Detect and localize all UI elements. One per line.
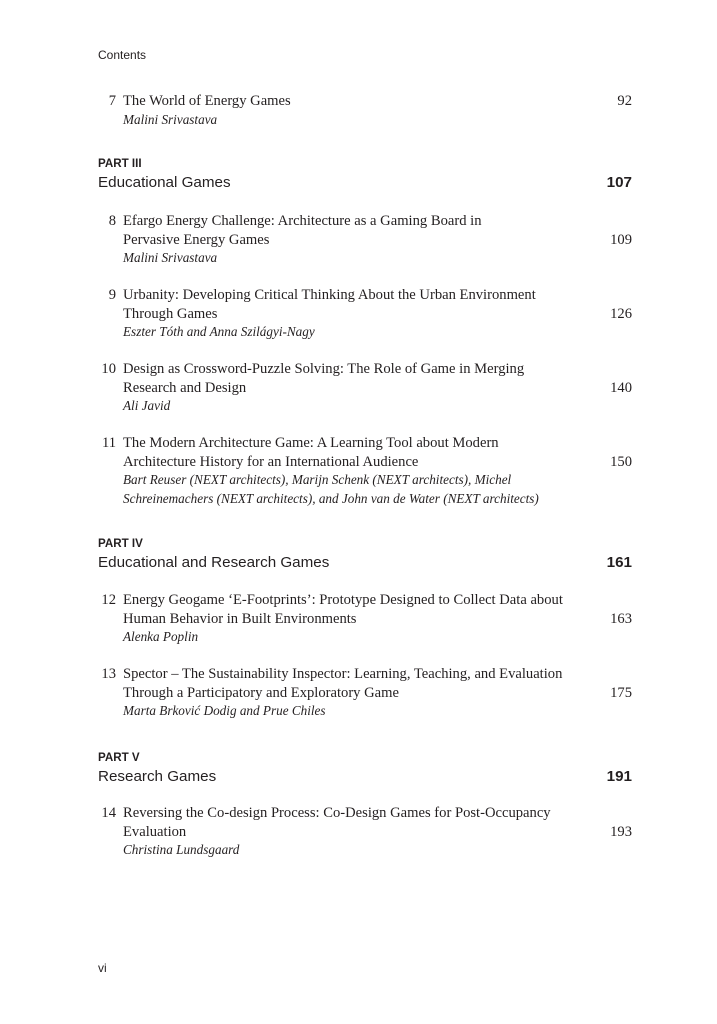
chapter-page: 163 [610,610,632,627]
chapter-title-line: Pervasive Energy Games [123,231,270,248]
chapter-title-line: Through Games [123,305,218,322]
chapter-authors: Eszter Tóth and Anna Szilágyi-Nagy [123,324,315,339]
chapter-authors: Alenka Poplin [123,629,199,644]
chapter-authors: Schreinemachers (NEXT architects), and John van de Water (NEXT architects) [123,490,539,506]
toc-entry [98,591,632,647]
chapter-page: 175 [610,684,632,701]
chapter-number: 7 [108,93,116,109]
part-label: PART V [98,751,140,764]
chapter-page: 140 [610,379,632,396]
part-title: Educational and Research Games [98,554,330,571]
part-label: PART IV [98,537,143,550]
chapter-number: 13 [101,666,116,682]
chapter-page: 193 [610,823,632,840]
part-page: 191 [606,768,632,785]
chapter-title-line: Energy Geogame ‘E-Footprints’: Prototype Designed to Collect Data about [123,592,563,608]
chapter-number: 9 [108,287,116,303]
toc-entry [98,360,632,416]
chapter-title-line: Urbanity: Developing Critical Thinking About the Urban Environment [123,287,536,303]
chapter-title-line: Efargo Energy Challenge: Architecture as a Gaming Board in [123,213,482,229]
chapter-page: 109 [610,231,632,248]
part-heading [98,536,632,574]
toc-entry [98,434,632,508]
toc-entry [98,665,632,721]
toc-entry [98,92,632,129]
chapter-title-line: The World of Energy Games [123,93,291,109]
chapter-authors: Malini Srivastava [123,111,218,127]
chapter-authors: Ali Javid [123,398,171,413]
chapter-number: 11 [101,435,116,451]
chapter-number: 8 [108,213,116,229]
chapter-authors: Marta Brković Dodig and Prue Chiles [123,703,326,718]
part-page: 161 [606,554,632,571]
chapter-title-line: Evaluation [123,823,187,840]
chapter-page: 126 [610,305,632,322]
chapter-authors: Malini Srivastava [123,250,218,265]
chapter-authors: Christina Lundsgaard [123,842,240,857]
part-heading [98,750,632,788]
toc-entry [98,804,632,860]
chapter-number: 14 [101,805,116,821]
chapter-page: 92 [617,93,632,109]
toc-entry [98,286,632,342]
part-title: Educational Games [98,174,231,191]
chapter-title-line: Human Behavior in Built Environments [123,610,357,627]
toc-entry [98,212,632,268]
chapter-number: 10 [101,361,116,377]
chapter-page: 150 [610,453,632,470]
page-number: vi [98,961,107,975]
part-title: Research Games [98,768,217,785]
chapter-title-line: Through a Participatory and Exploratory Game [123,684,399,701]
part-label: PART III [98,157,142,170]
chapter-title-line: Architecture History for an International Audience [123,453,419,470]
chapter-title-line: The Modern Architecture Game: A Learning Tool about Modern [123,435,499,451]
chapter-title-line: Reversing the Co-design Process: Co-Design Games for Post-Occupancy [123,805,551,821]
chapter-title-line: Design as Crossword-Puzzle Solving: The Role of Game in Merging [123,361,525,377]
chapter-title-line: Research and Design [123,379,247,396]
part-page: 107 [606,174,632,191]
chapter-title-line: Spector – The Sustainability Inspector: Learning, Teaching, and Evaluation [123,666,563,682]
chapter-authors: Bart Reuser (NEXT architects), Marijn Schenk (NEXT architects), Michel [123,472,512,487]
running-head: Contents [98,48,147,62]
chapter-number: 12 [101,592,116,608]
part-heading [98,156,632,194]
